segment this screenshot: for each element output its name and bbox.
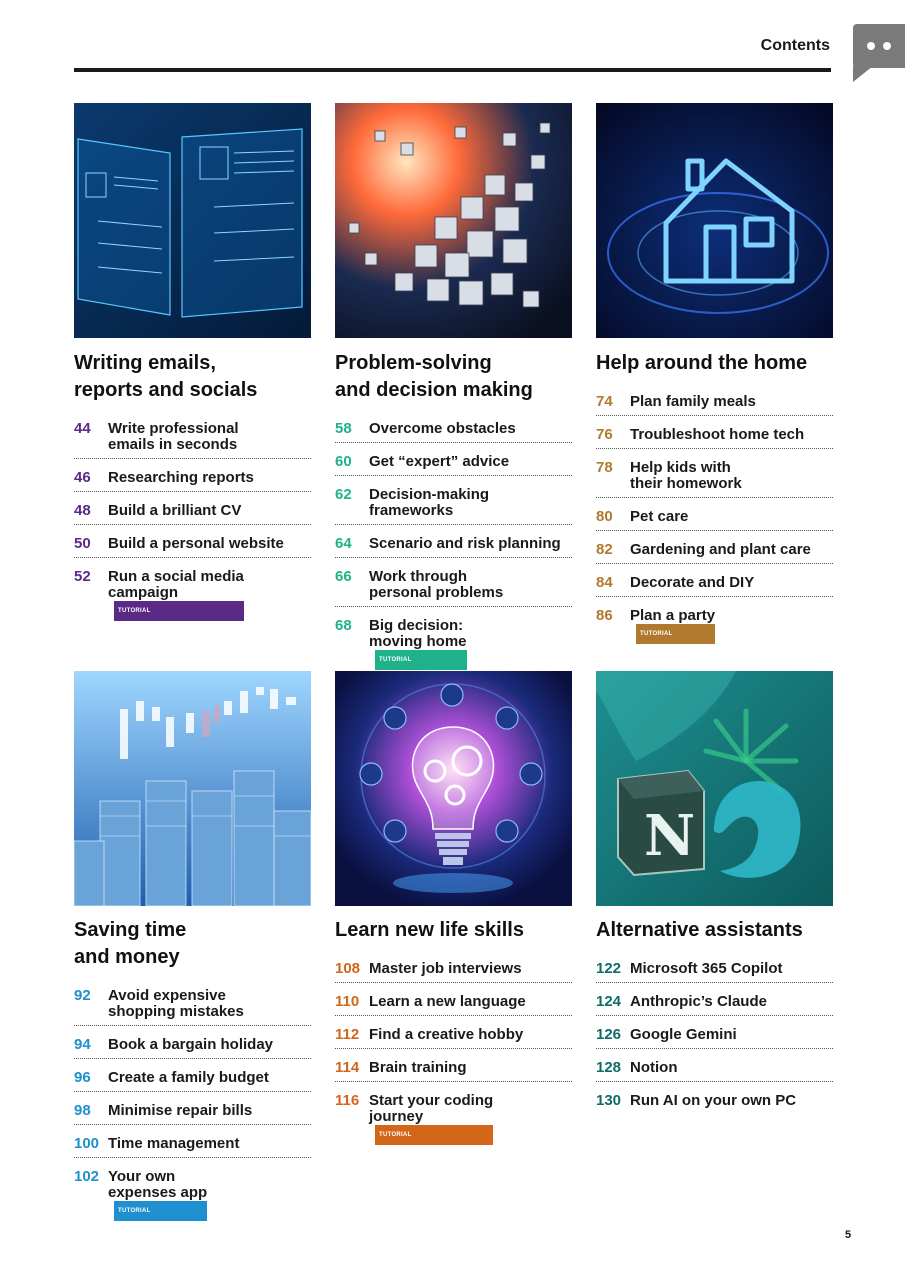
page-number-label: 98 (74, 1102, 91, 1119)
list-item[interactable] (335, 1021, 572, 1049)
page-number-label: 130 (596, 1092, 622, 1109)
page-number-label: 80 (596, 508, 613, 525)
notion-and-copilot-logos-image (596, 671, 833, 906)
page-number-label: 116 (335, 1092, 360, 1109)
article-title: Run AI on your own PC (630, 1092, 797, 1109)
article-title: Start your coding journey TUTORIAL (369, 1093, 493, 1145)
tutorial-badge: TUTORIAL (375, 1125, 493, 1145)
article-title: Find a creative hobby (369, 1026, 524, 1043)
list-item[interactable] (74, 1163, 311, 1226)
page-number-label: 46 (74, 469, 91, 486)
article-title: Pet care (630, 508, 689, 525)
article-title: Big decision: moving home TUTORIAL (369, 618, 467, 670)
page-number-label: 128 (596, 1059, 622, 1076)
list-item[interactable] (335, 612, 572, 675)
article-title: Decorate and DIY (630, 574, 755, 591)
list-item[interactable] (335, 530, 572, 558)
page-number-label: 78 (596, 459, 613, 476)
page-number-label: 96 (74, 1069, 91, 1086)
article-title: Run a social media campaign TUTORIAL (108, 569, 244, 621)
section-title: Problem-solving and decision making (335, 352, 533, 401)
page-number-label: 58 (335, 420, 352, 437)
article-title: Get “expert” advice (369, 453, 510, 470)
article-title: Plan family meals (630, 393, 756, 410)
header-rule (74, 68, 831, 72)
article-title: Create a family budget (108, 1069, 269, 1086)
list-item[interactable] (596, 1087, 833, 1114)
notion-logo-letter: N (644, 803, 696, 869)
article-title: Write professional emails in seconds (108, 420, 239, 453)
article-title: Scenario and risk planning (369, 535, 561, 552)
article-title: Anthropic’s Claude (630, 993, 767, 1010)
page-header-title: Contents (760, 37, 830, 54)
article-title: Book a bargain holiday (108, 1036, 274, 1053)
list-item[interactable] (335, 481, 572, 525)
tutorial-badge: TUTORIAL (375, 650, 467, 670)
article-title: Time management (108, 1135, 240, 1152)
article-list (335, 955, 572, 1155)
list-item[interactable] (74, 464, 311, 492)
list-item[interactable] (74, 1031, 311, 1059)
speech-bubble-tail (853, 66, 873, 82)
speech-bubble-dots-icon (853, 24, 905, 68)
lightbulb-with-gears-image (335, 671, 572, 906)
article-title: Build a brilliant CV (108, 502, 242, 519)
exploding-metal-cubes-image (335, 103, 572, 338)
tutorial-badge: TUTORIAL (636, 624, 715, 644)
section-title: Alternative assistants (596, 919, 803, 941)
page-number-label: 126 (596, 1026, 622, 1043)
page-number-label: 114 (335, 1059, 360, 1076)
page-number-label: 94 (74, 1036, 91, 1053)
section-title: Learn new life skills (335, 919, 524, 941)
page-number-label: 68 (335, 617, 352, 634)
article-list (74, 982, 311, 1231)
article-list (596, 955, 833, 1119)
list-item[interactable] (74, 497, 311, 525)
article-title: Help kids with their homework (630, 459, 742, 492)
coin-stacks-candlestick-chart-image (74, 671, 311, 906)
section-title: Help around the home (596, 352, 808, 374)
page-number: 5 (845, 1229, 852, 1241)
article-title: Microsoft 365 Copilot (630, 960, 783, 977)
article-title: Researching reports (108, 469, 254, 486)
page-number-label: 110 (335, 993, 360, 1010)
list-item[interactable] (596, 421, 833, 449)
tutorial-badge: TUTORIAL (114, 1201, 207, 1221)
page-number-label: 76 (596, 426, 613, 443)
article-title: Plan a party TUTORIAL (630, 608, 715, 644)
page-number-label: 112 (335, 1026, 360, 1043)
article-title: Overcome obstacles (369, 420, 516, 437)
article-list (335, 415, 572, 680)
list-item[interactable] (335, 988, 572, 1016)
page-number-label: 62 (335, 486, 352, 503)
list-item[interactable] (335, 448, 572, 476)
list-item[interactable] (596, 536, 833, 564)
page-number-label: 122 (596, 960, 622, 977)
list-item[interactable] (596, 1054, 833, 1082)
article-title: Your own expenses app TUTORIAL (108, 1169, 207, 1221)
page-number-label: 74 (596, 393, 613, 410)
article-title: Gardening and plant care (630, 541, 811, 558)
article-title: Notion (630, 1059, 678, 1076)
page-number-label: 66 (335, 568, 352, 585)
list-item[interactable] (596, 602, 833, 649)
page-number-label: 102 (74, 1168, 100, 1185)
page-number-label: 84 (596, 574, 613, 591)
list-item[interactable] (74, 1064, 311, 1092)
article-title: Google Gemini (630, 1026, 737, 1043)
list-item[interactable] (596, 454, 833, 498)
section-title: Writing emails, reports and socials (74, 352, 258, 401)
page-number-label: 82 (596, 541, 613, 558)
list-item[interactable] (335, 1087, 572, 1150)
list-item[interactable] (74, 982, 311, 1026)
article-list (596, 388, 833, 654)
article-title: Brain training (369, 1059, 467, 1076)
list-item[interactable] (74, 530, 311, 558)
page-number-label: 60 (335, 453, 352, 470)
tutorial-badge: TUTORIAL (114, 601, 244, 621)
list-item[interactable] (335, 955, 572, 983)
neon-house-icon-image (596, 103, 833, 338)
list-item[interactable] (74, 563, 311, 626)
article-title: Decision-making frameworks (369, 486, 490, 519)
article-title: Work through personal problems (369, 568, 504, 601)
page-number-label: 124 (596, 993, 622, 1010)
list-item[interactable] (74, 1097, 311, 1125)
section-title: Saving time and money (74, 919, 187, 968)
list-item[interactable] (335, 563, 572, 607)
list-item[interactable] (596, 503, 833, 531)
list-item[interactable] (596, 388, 833, 416)
list-item[interactable] (74, 1130, 311, 1158)
article-list (74, 415, 311, 631)
article-title: Minimise repair bills (108, 1102, 253, 1119)
list-item[interactable] (596, 569, 833, 597)
page-number-label: 92 (74, 987, 91, 1004)
page-number-label: 108 (335, 960, 361, 977)
article-title: Troubleshoot home tech (630, 426, 805, 443)
page-number-label: 44 (74, 420, 91, 437)
list-item[interactable] (596, 988, 833, 1016)
page-number-label: 48 (74, 502, 91, 519)
page-number-label: 50 (74, 535, 91, 552)
list-item[interactable] (74, 415, 311, 459)
article-title: Master job interviews (369, 960, 522, 977)
article-title: Avoid expensive shopping mistakes (108, 987, 244, 1020)
page-number-label: 100 (74, 1135, 100, 1152)
article-title: Build a personal website (108, 535, 284, 552)
list-item[interactable] (335, 1054, 572, 1082)
article-title: Learn a new language (369, 993, 526, 1010)
page-number-label: 52 (74, 568, 91, 585)
list-item[interactable] (596, 955, 833, 983)
page-number-label: 64 (335, 535, 352, 552)
list-item[interactable] (335, 415, 572, 443)
list-item[interactable] (596, 1021, 833, 1049)
holographic-cv-documents-image (74, 103, 311, 338)
page-number-label: 86 (596, 607, 613, 624)
